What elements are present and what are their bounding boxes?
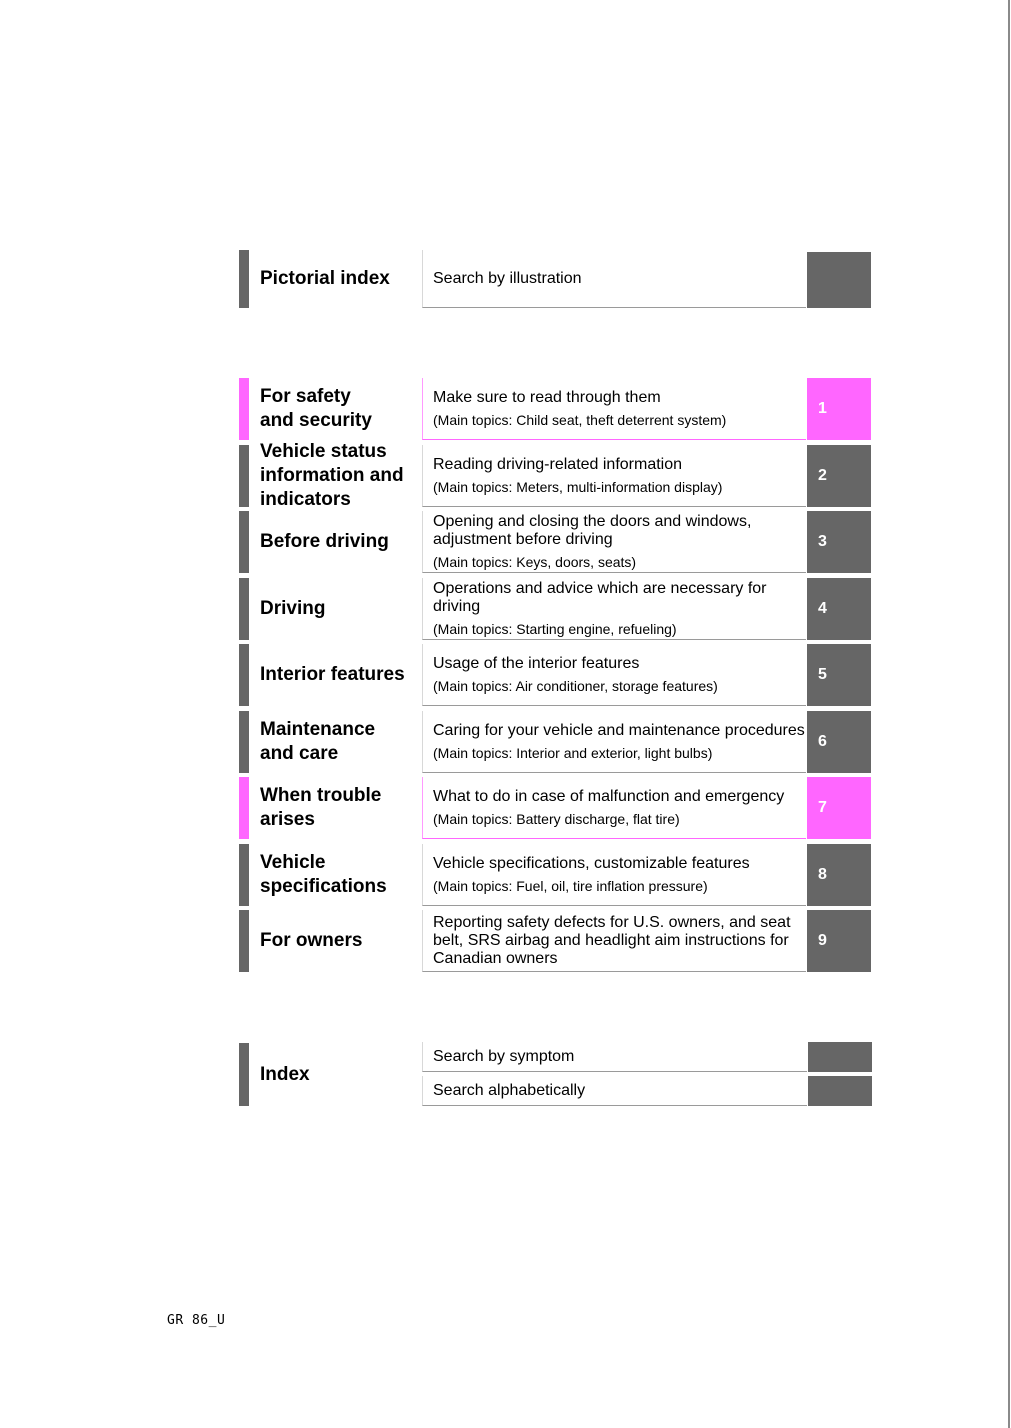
section-title: For safety and security [260,386,372,431]
section-row-1[interactable] [239,378,871,440]
section-description: Reading driving-related information [433,455,683,473]
section-accent-bar [239,378,249,440]
chapter-tab[interactable]: 6 [807,711,871,773]
section-description-box[interactable] [422,844,806,906]
section-description: Opening and closing the doors and windows, adjustment before driving [433,512,752,548]
index-item-description-box[interactable] [422,1042,807,1072]
section-title: Before driving [260,531,389,552]
section-description-box[interactable] [422,644,806,706]
section-accent-bar [239,844,249,906]
index-header [239,1043,422,1106]
section-row-7[interactable] [239,777,871,839]
index-item-search-alphabetically[interactable] [422,1076,871,1106]
index-title: Index [260,1063,310,1085]
section-description-box[interactable] [422,910,806,972]
pictorial-index-description: Search by illustration [433,269,582,287]
section-title: For owners [260,930,363,951]
chapter-tab[interactable]: 8 [807,844,871,906]
section-row-8[interactable] [239,844,871,906]
section-title: When trouble arises [260,785,382,830]
section-accent-bar [239,511,249,573]
section-description: Make sure to read through them [433,388,661,406]
section-description: What to do in case of malfunction and emergency [433,787,785,805]
section-accent-bar [239,445,249,507]
index-tab[interactable] [808,1042,872,1072]
section-description: Operations and advice which are necessary for driving [433,579,767,615]
index-tab[interactable] [808,1076,872,1106]
page-edge-line [1008,0,1010,1428]
section-description-box[interactable] [422,445,806,507]
chapter-tab[interactable]: 7 [807,777,871,839]
model-code-label: GR 86_U [167,1313,226,1328]
section-accent-bar [239,777,249,839]
section-topics: (Main topics: Interior and exterior, light bulbs) [433,744,713,761]
section-row-5[interactable] [239,644,871,706]
section-row-2[interactable] [239,441,871,510]
section-accent-bar [239,578,249,640]
chapter-tab[interactable]: 3 [807,511,871,573]
section-row-4[interactable] [239,578,871,640]
chapter-tab[interactable]: 9 [807,910,871,972]
chapter-tab[interactable]: 1 [807,378,871,440]
index-item-label: Search by symptom [433,1047,575,1065]
pictorial-index-row[interactable] [239,250,871,308]
section-row-6[interactable] [239,711,871,773]
pictorial-index-title: Pictorial index [260,268,390,289]
section-topics: (Main topics: Child seat, theft deterrent system) [433,411,727,428]
section-description-box[interactable] [422,711,806,773]
chapter-tab[interactable]: 5 [807,644,871,706]
section-accent-bar [239,1043,249,1106]
section-topics: (Main topics: Meters, multi-information display) [433,478,723,495]
section-description-box[interactable] [422,511,806,573]
section-description-box[interactable] [422,578,806,640]
section-title: Driving [260,598,326,619]
section-title: Maintenance and care [260,719,376,764]
section-accent-bar [239,644,249,706]
section-topics: (Main topics: Starting engine, refueling) [433,620,677,637]
section-description: Caring for your vehicle and maintenance procedures [433,721,805,739]
index-item-search-by-symptom[interactable] [422,1042,871,1072]
pictorial-index-tab[interactable] [807,252,871,308]
section-topics: (Main topics: Battery discharge, flat tire) [433,810,680,827]
section-description: Vehicle specifications, customizable features [433,854,750,872]
section-topics: (Main topics: Air conditioner, storage features) [433,677,718,694]
section-row-3[interactable] [239,511,871,573]
chapter-tab[interactable]: 4 [807,578,871,640]
section-title: Interior features [260,664,405,685]
section-accent-bar [239,250,249,308]
section-topics: (Main topics: Fuel, oil, tire inflation pressure) [433,877,708,894]
chapter-tab[interactable]: 2 [807,445,871,507]
index-item-label: Search alphabetically [433,1081,586,1099]
section-row-9[interactable] [239,910,871,972]
section-title: Vehicle specifications [260,852,387,897]
section-accent-bar [239,711,249,773]
section-accent-bar [239,910,249,972]
index-item-description-box[interactable] [422,1076,807,1106]
section-topics: (Main topics: Keys, doors, seats) [433,553,637,570]
pictorial-index-description-box[interactable] [422,250,806,308]
section-description: Reporting safety defects for U.S. owners, and seat belt, SRS airbag and headlight aim instructions for Canadian owners [433,913,791,967]
section-description-box[interactable] [422,378,806,440]
section-description: Usage of the interior features [433,654,640,672]
section-title: Vehicle status information and indicators [260,441,404,510]
section-description-box[interactable] [422,777,806,839]
